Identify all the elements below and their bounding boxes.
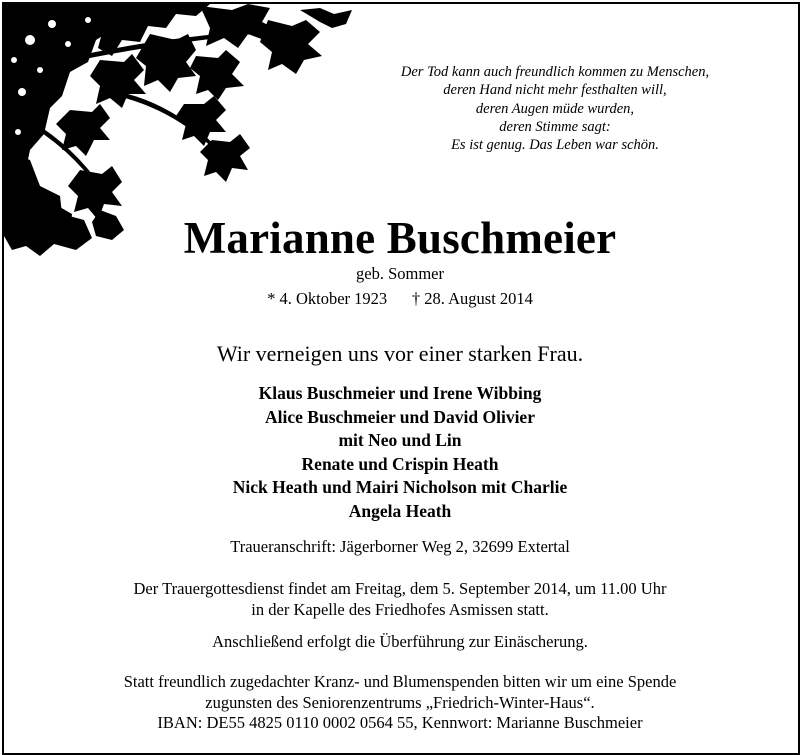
birth-date: * 4. Oktober 1923 [267, 289, 388, 308]
mourner-line: Nick Heath und Mairi Nicholson mit Charlie [232, 477, 568, 498]
service-line: in der Kapelle des Friedhofes Asmissen statt. [251, 599, 549, 619]
mourner-line: Renate und Crispin Heath [301, 453, 499, 474]
poem-line: Der Tod kann auch freundlich kommen zu Menschen, [400, 64, 710, 80]
cremation-note: Anschließend erfolgt die Überführung zur Einäscherung. [212, 632, 588, 651]
poem-line: deren Augen müde wurden, [475, 100, 635, 117]
mourner-line: Alice Buschmeier und David Olivier [265, 406, 535, 427]
funeral-service [0, 579, 800, 620]
poem-line: deren Stimme sagt: [499, 118, 611, 135]
life-dates [0, 289, 800, 309]
mourner-line: Klaus Buschmeier und Irene Wibbing [258, 383, 542, 403]
donation-note [0, 672, 800, 734]
mourners-list [0, 382, 800, 524]
maiden-name: geb. Sommer [356, 264, 444, 283]
deceased-name: Marianne Buschmeier [183, 213, 617, 263]
poem [340, 63, 770, 154]
donation-line: IBAN: DE55 4825 0110 0002 0564 55, Kennwort: Marianne Buschmeier [157, 713, 643, 732]
mourner-line: Angela Heath [348, 500, 452, 521]
donation-line: zugunsten des Seniorenzentrums „Friedrich-Winter-Haus“. [205, 692, 595, 712]
donation-line: Statt freundlich zugedachter Kranz- und Blumenspenden bitten wir um eine Spende [123, 672, 677, 691]
mourner-line: mit Neo und Lin [338, 430, 462, 451]
motto: Wir verneigen uns vor einer starken Frau. [216, 341, 584, 366]
mourning-address: Traueranschrift: Jägerborner Weg 2, 32699 Extertal [230, 537, 570, 556]
poem-line: deren Hand nicht mehr festhalten will, [443, 82, 667, 99]
death-date: † 28. August 2014 [411, 289, 533, 308]
poem-line: Es ist genug. Das Leben war schön. [451, 137, 659, 154]
service-line: Der Trauergottesdienst findet am Freitag, dem 5. September 2014, um 11.00 Uhr [133, 579, 667, 598]
